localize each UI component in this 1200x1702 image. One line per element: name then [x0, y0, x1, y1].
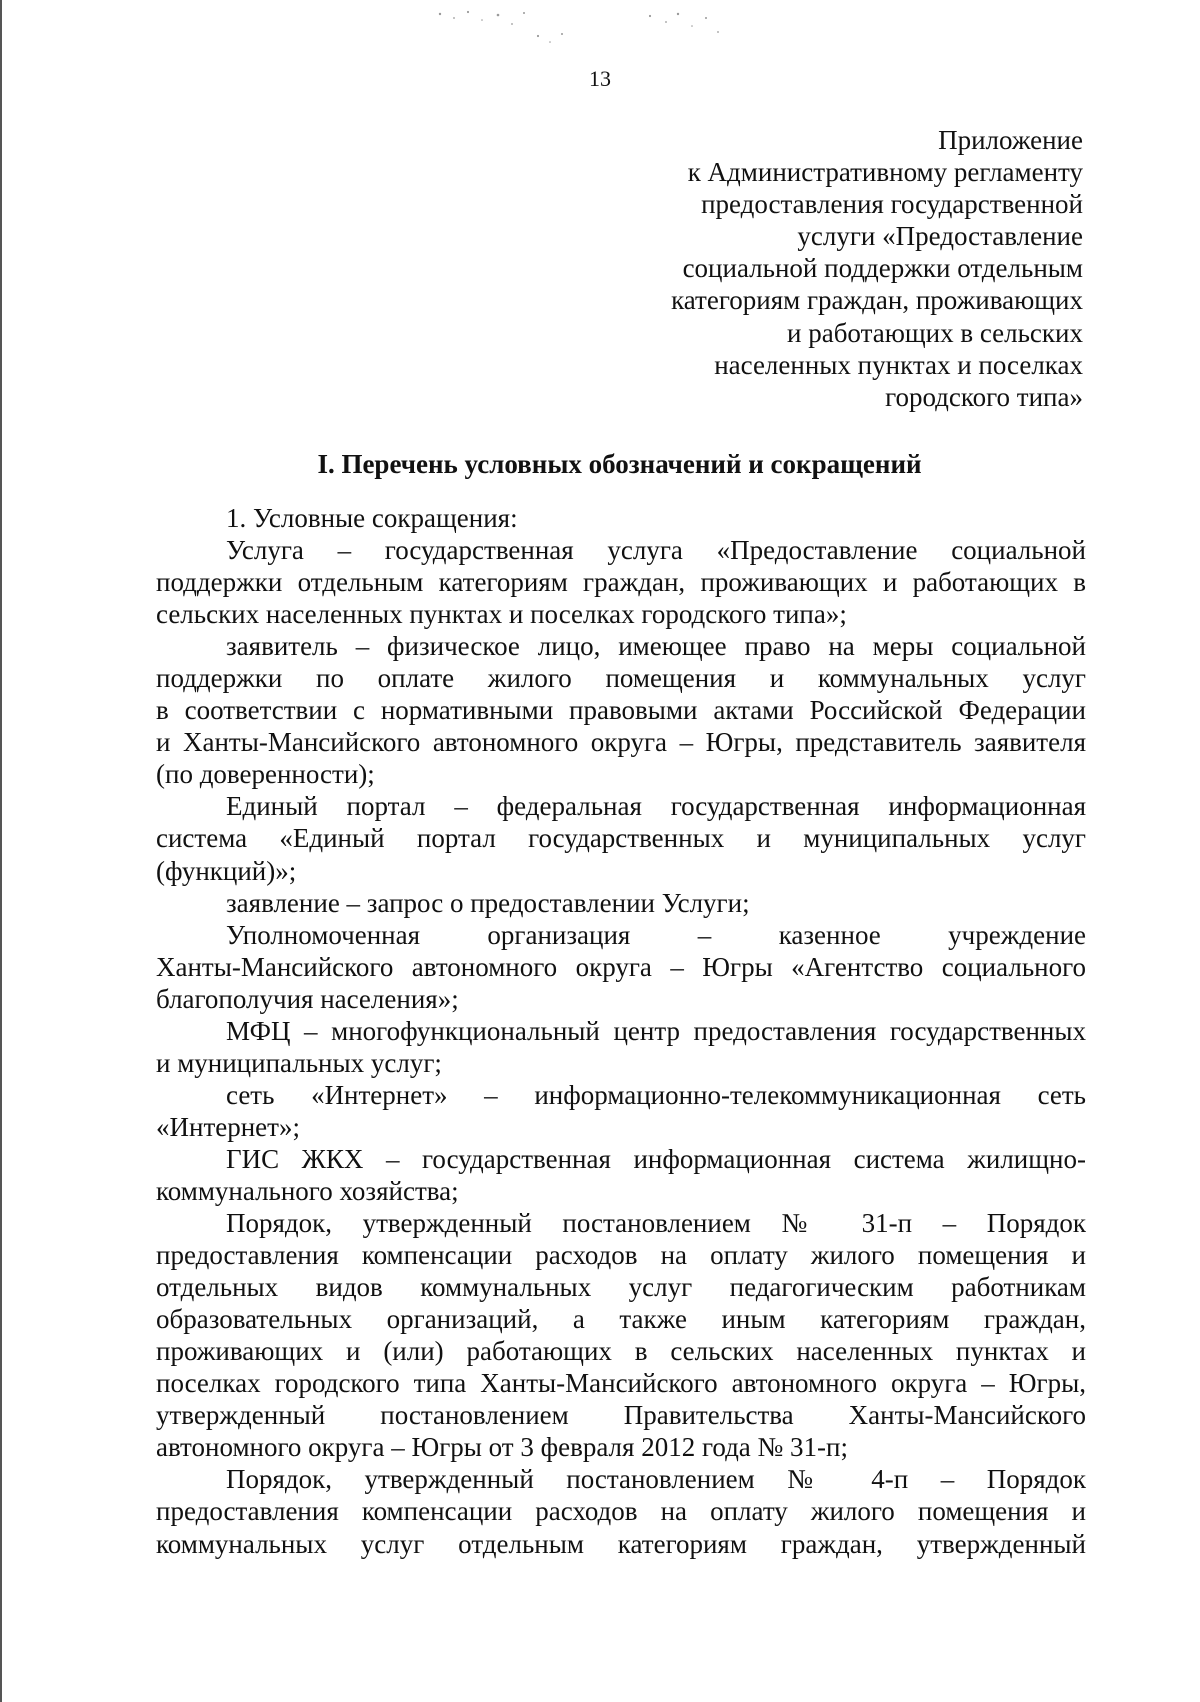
appendix-line: населенных пунктах и поселках [714, 349, 1083, 380]
page-edge [0, 0, 2, 1702]
text-line: Уполномоченная организация – казенное учреждение [226, 919, 1086, 950]
text-line: и муниципальных услуг; [156, 1047, 442, 1078]
text-line: проживающих и (или) работающих в сельских населенных пунктах и [156, 1336, 1086, 1367]
appendix-line: Приложение [938, 125, 1083, 155]
text-line: в соответствии с нормативными правовыми актами Российской Федерации [156, 695, 1086, 726]
text-line: «Интернет»; [156, 1111, 300, 1142]
text-line: образовательных организаций, а также иным категориям граждан, [156, 1304, 1086, 1335]
text-line: предоставления компенсации расходов на оплату жилого помещения и [156, 1496, 1086, 1527]
body-text [156, 502, 1086, 1560]
text-line: сельских населенных пунктах и поселках городского типа»; [156, 599, 847, 630]
appendix-line: к Административному регламенту [687, 157, 1083, 188]
text-line: поддержки отдельным категориям граждан, проживающих и работающих в [156, 567, 1086, 598]
text-line: система «Единый портал государственных и муниципальных услуг [156, 823, 1086, 854]
text-line: (функций)»; [156, 855, 297, 886]
appendix-line: социальной поддержки отдельным [682, 253, 1083, 284]
appendix-line: и работающих в сельских [787, 317, 1083, 348]
text-line: МФЦ – многофункциональный центр предоставления государственных [226, 1015, 1086, 1046]
text-line: ГИС ЖКХ – государственная информационная система жилищно- [226, 1143, 1086, 1174]
text-line: отдельных видов коммунальных услуг педагогическим работникам [156, 1272, 1086, 1303]
appendix-line: категориям граждан, проживающих [671, 285, 1083, 316]
appendix-line: предоставления государственной [701, 189, 1083, 220]
text-line: сеть «Интернет» – информационно-телекоммуникационная сеть [226, 1079, 1086, 1110]
text-line: 1. Условные сокращения: [226, 503, 518, 533]
text-line: (по доверенности); [156, 759, 375, 790]
text-line: автономного округа – Югры от 3 февраля 2012 года № 31-п; [156, 1432, 848, 1463]
text-line: и Ханты-Мансийского автономного округа – Югры, представитель заявителя [156, 727, 1086, 758]
text-line: Ханты-Мансийского автономного округа – Югры «Агентство социального [156, 951, 1086, 982]
text-line: Порядок, утвержденный постановлением № 31-п – Порядок [226, 1208, 1086, 1239]
text-line: заявление – запрос о предоставлении Услуги; [226, 887, 750, 918]
text-line: Порядок, утвержденный постановлением № 4-п – Порядок [226, 1464, 1086, 1495]
appendix-header [563, 124, 1083, 413]
text-line: Единый портал – федеральная государственная информационная [226, 791, 1086, 822]
text-line: коммунального хозяйства; [156, 1175, 459, 1206]
text-line: благополучия населения»; [156, 983, 459, 1014]
scan-noise [420, 6, 750, 50]
text-line: коммунальных услуг отдельным категориям граждан, утвержденный [156, 1528, 1086, 1559]
text-line: утвержденный постановлением Правительства Ханты-Мансийского [156, 1400, 1086, 1431]
appendix-line: услуги «Предоставление [797, 221, 1083, 252]
text-line: Услуга – государственная услуга «Предоставление социальной [226, 535, 1086, 566]
section-heading: I. Перечень условных обозначений и сокращений [317, 449, 922, 479]
text-line: поддержки по оплате жилого помещения и коммунальных услуг [156, 663, 1086, 694]
text-line: предоставления компенсации расходов на оплату жилого помещения и [156, 1240, 1086, 1271]
appendix-line: городского типа» [885, 381, 1083, 412]
page-number: 13 [589, 66, 611, 91]
text-line: заявитель – физическое лицо, имеющее право на меры социальной [226, 631, 1086, 662]
text-line: поселках городского типа Ханты-Мансийского автономного округа – Югры, [156, 1368, 1086, 1399]
